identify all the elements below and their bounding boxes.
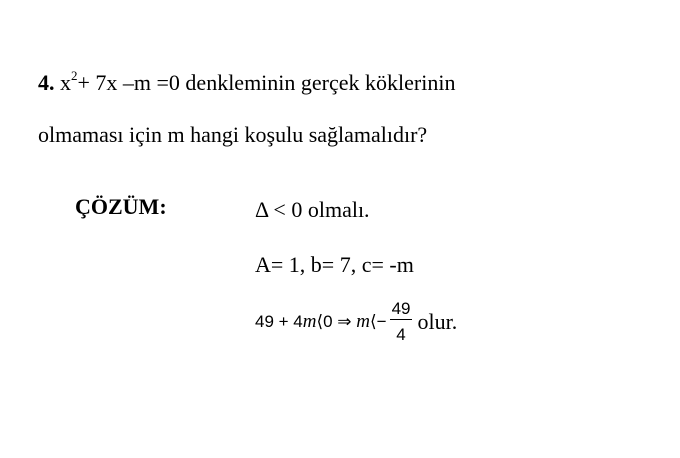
fraction bbox=[390, 300, 413, 343]
question-text-1: + 7x –m =0 denkleminin gerçek köklerinin bbox=[77, 70, 456, 95]
solution-step-1: Δ < 0 olmalı. bbox=[255, 197, 370, 222]
inequality-var-2: m bbox=[356, 311, 370, 332]
solution-step-3 bbox=[255, 300, 457, 343]
inequality-lhs: 49 + 4m⟨0 ⇒ m⟨− bbox=[255, 311, 387, 332]
solution-label: ÇÖZÜM: bbox=[75, 194, 167, 219]
solution-step-2: A= 1, b= 7, c= -m bbox=[255, 252, 414, 277]
inequality-var-1: m bbox=[302, 311, 317, 332]
question-line-1 bbox=[38, 68, 456, 95]
equation-variable: x bbox=[60, 70, 71, 95]
inequality-mid: ⟨0 ⇒ bbox=[316, 312, 357, 331]
fraction-numerator: 49 bbox=[391, 299, 411, 318]
question-line-2: olmaması için m hangi koşulu sağlamalıdır? bbox=[38, 122, 428, 147]
solution-tail: olur. bbox=[417, 308, 458, 334]
equation-exponent: 2 bbox=[71, 68, 78, 83]
question-number: 4. bbox=[38, 70, 55, 95]
fraction-denominator: 4 bbox=[396, 325, 406, 344]
inequality-relation: ⟨− bbox=[370, 312, 387, 331]
